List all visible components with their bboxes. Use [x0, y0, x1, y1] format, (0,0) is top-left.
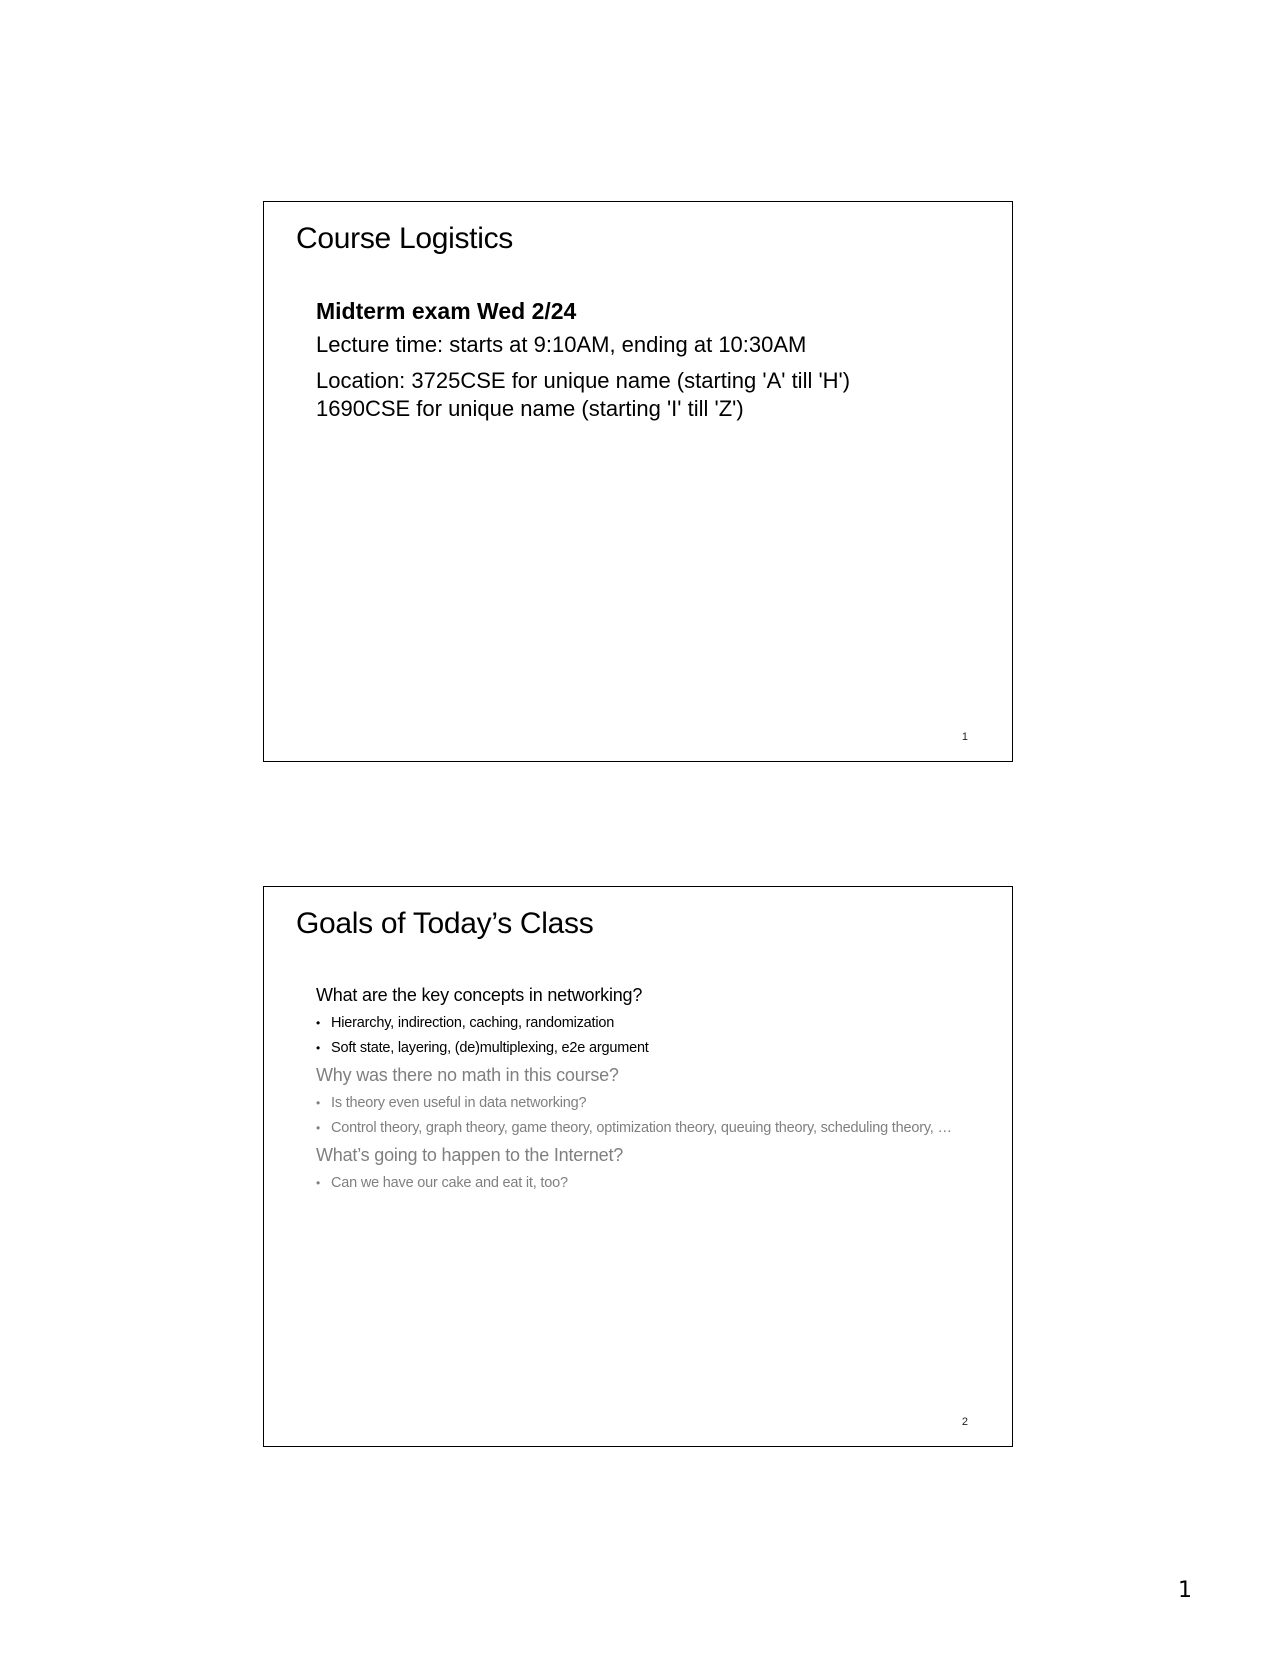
bullet-list: [316, 1013, 976, 1059]
bullet-icon: •: [316, 1176, 321, 1190]
slide-title: Course Logistics: [296, 222, 513, 255]
question-key-concepts: What are the key concepts in networking?: [316, 985, 643, 1005]
list-item-text: Control theory, graph theory, game theory, optimization theory, queuing theory, scheduling theory, …: [331, 1120, 952, 1136]
midterm-line: Midterm exam Wed 2/24: [316, 298, 577, 324]
bullet-icon: •: [316, 1016, 321, 1030]
location-line-1: Location: 3725CSE for unique name (starting 'A' till 'H'): [316, 368, 851, 393]
slide-number: 1: [961, 731, 968, 743]
location-line: [316, 367, 996, 423]
question-internet-future: What’s going to happen to the Internet?: [316, 1145, 624, 1165]
slide-body: [316, 298, 996, 431]
list-item-text: Is theory even useful in data networking?: [331, 1095, 587, 1111]
bullet-list: [316, 1093, 976, 1139]
question-no-math: Why was there no math in this course?: [316, 1065, 619, 1085]
location-line-2: 1690CSE for unique name (starting 'I' till 'Z'): [316, 396, 744, 421]
list-item-text: Soft state, layering, (de)multiplexing, e2e argument: [331, 1040, 649, 1056]
list-item: [316, 1093, 976, 1114]
slide-2: [263, 886, 1013, 1447]
list-item: [316, 1038, 976, 1059]
list-item: [316, 1173, 976, 1194]
page-number: 1: [1178, 1578, 1192, 1603]
slide-body: [316, 983, 976, 1198]
list-item-text: Hierarchy, indirection, caching, randomization: [331, 1015, 615, 1031]
bullet-icon: •: [316, 1041, 321, 1055]
bullet-icon: •: [316, 1096, 321, 1110]
slide-1: [263, 201, 1013, 762]
lecture-time-line: Lecture time: starts at 9:10AM, ending at 10:30AM: [316, 332, 807, 357]
slide-title: Goals of Today’s Class: [296, 907, 594, 940]
bullet-icon: •: [316, 1121, 321, 1135]
slide-number: 2: [961, 1416, 968, 1428]
list-item: [316, 1118, 976, 1139]
list-item-text: Can we have our cake and eat it, too?: [331, 1175, 568, 1191]
bullet-list: [316, 1173, 976, 1194]
list-item: [316, 1013, 976, 1034]
